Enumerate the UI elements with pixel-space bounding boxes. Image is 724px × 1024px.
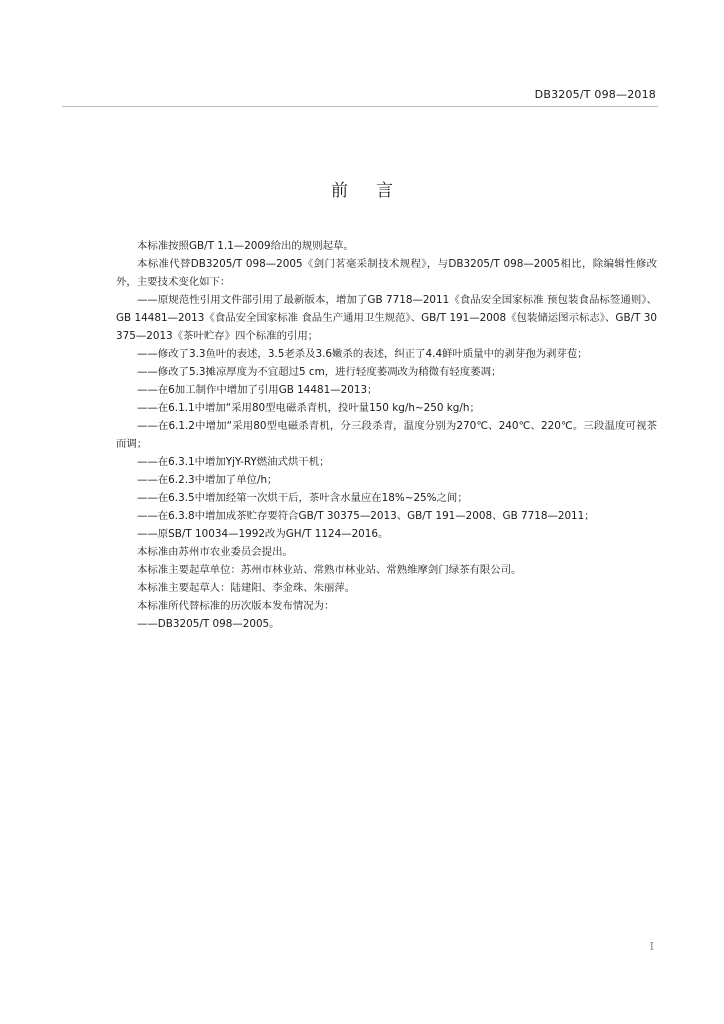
page-number: I — [649, 940, 654, 953]
change-item-6-3-8: ——在6.3.8中增加成茶贮存要符合GB/T 30375—2013、GB/T 191—2008、GB 7718—2011； — [137, 510, 595, 522]
change-item-spreading: ——修改了5.3摊凉厚度为不宜超过5 cm，进行轻度萎凋改为稍微有轻度萎凋； — [137, 366, 502, 378]
change-item-processing: ——在6加工制作中增加了引用GB 14481—2013； — [137, 384, 378, 396]
change-item-references: ——原规范性引用文件部引用了最新版本，增加了GB 7718—2011《食品安全国家标准 预包装食品标签通则》、GB 14481—2013《食品安全国家标准 食品生产通用卫生规范》、GB/T 191—2008《包装储运图示标志》、GB/T 30375—2013《茶叶贮存》四个标准的引用； — [116, 294, 657, 342]
change-item-6-3-1: ——在6.3.1中增加YjY-RY燃油式烘干机； — [137, 456, 330, 468]
foreword-body — [116, 237, 657, 633]
paragraph-drafting-units: 本标准主要起草单位：苏州市林业站、常熟市林业站、常熟维摩剑门绿茶有限公司。 — [137, 564, 522, 576]
change-item-sb-t: ——原SB/T 10034—1992改为GH/T 1124—2016。 — [137, 528, 389, 540]
change-item-6-2-3: ——在6.2.3中增加了单位/h； — [137, 474, 278, 486]
header-rule — [62, 106, 658, 107]
paragraph-drafters: 本标准主要起草人：陆建阳、李金珠、朱丽萍。 — [137, 582, 356, 594]
page-title: 前言 — [331, 181, 421, 201]
paragraph-proposer: 本标准由苏州市农业委员会提出。 — [137, 546, 293, 558]
document-code: DB3205/T 098—2018 — [534, 88, 656, 101]
paragraph-replacement: 本标准代替DB3205/T 098—2005《剑门茗毫采制技术规程》，与DB3205/T 098—2005相比，除编辑性修改外，主要技术变化如下： — [116, 258, 657, 288]
paragraph-history: 本标准所代替标准的历次版本发布情况为： — [137, 600, 335, 612]
paragraph-drafting-rules: 本标准按照GB/T 1.1—2009给出的规则起草。 — [137, 240, 354, 252]
change-item-6-1-2: ——在6.1.2中增加“采用80型电磁杀青机，分三段杀青，温度分别为270℃、240℃、220℃。三段温度可视茶而调； — [116, 420, 657, 450]
change-item-terms: ——修改了3.3鱼叶的表述，3.5老杀及3.6嫩杀的表述，纠正了4.4鲜叶质量中的剥芽孢为剥芽苞； — [137, 348, 588, 360]
history-item: ——DB3205/T 098—2005。 — [137, 618, 280, 630]
change-item-6-1-1: ——在6.1.1中增加“采用80型电磁杀青机，投叶量150 kg/h~250 kg/h； — [137, 402, 480, 414]
change-item-6-3-5: ——在6.3.5中增加经第一次烘干后，茶叶含水量应在18%~25%之间； — [137, 492, 468, 504]
